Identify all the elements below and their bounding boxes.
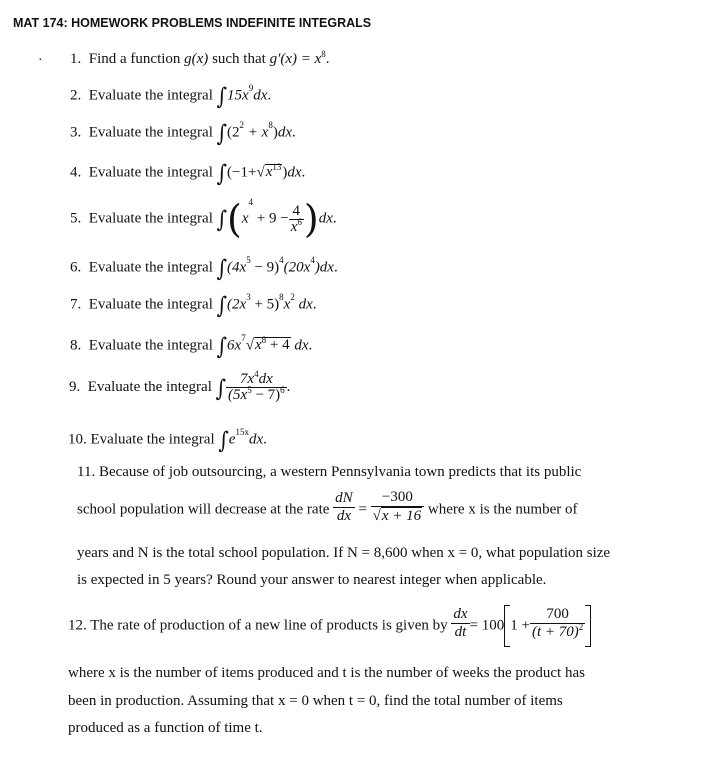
right-bracket [585,605,591,647]
problem-11-line-4: is expected in 5 years? Round your answer to nearest integer when applicable. [77,572,547,588]
exponent: 2 [290,292,295,302]
bullet-marker: · [38,53,43,68]
integral-sign: ∫ [216,332,228,360]
integral-sign: ∫ [216,205,228,233]
exponent: 5 [246,255,251,265]
problem-number: 7. [70,296,82,313]
problem-text: where x is the number of [427,501,578,518]
radicand: x + 16 [381,508,422,524]
left-paren: ( [227,197,242,241]
exponent: 4 [248,197,254,207]
fraction-denominator: dx [336,507,352,524]
integrand-part: x [241,210,249,227]
period: . [332,210,337,227]
radicand-variable: x [254,337,262,354]
integrand-part: + x [244,124,269,141]
period: . [333,259,338,276]
problem-number: 8. [70,337,82,354]
radicand-variable: x [265,164,273,181]
derivative-fraction [333,490,355,525]
differential: dx [318,210,333,227]
period: . [267,87,272,104]
rate-fraction [530,606,585,641]
problem-text: Evaluate the integral [88,124,213,141]
rate-fraction [371,489,425,525]
problem-11-line-2 [77,489,578,528]
integrand-part: x [283,296,291,313]
fraction-denominator: √x + 16 [372,508,422,524]
integrand: 15x [227,87,249,104]
problem-number: 9. [69,378,81,395]
problem-text: Evaluate the integral [88,259,213,276]
differential: dx [294,337,309,354]
exponent: 13 [272,162,282,173]
integrand-part: e [228,431,236,448]
problem-12-line-4: produced as a function of time t. [68,720,263,736]
fraction-numerator: dN [335,489,353,506]
period: . [263,431,267,448]
integrand-part: − 9) [250,259,280,276]
exponent: 6 [297,216,302,227]
problem-text: Evaluate the integral [88,296,213,313]
differential: )dx [314,259,334,276]
integrand-part: + 9 − [253,210,289,227]
period: . [301,164,306,181]
problem-11-line-1: 11. Because of job outsourcing, a western Pennsylvania town predicts that its public [77,464,582,480]
radicand [265,164,283,180]
problem-text: such that [212,51,266,67]
differential: dx [298,296,313,313]
integrand-part: ) [282,164,288,181]
fraction-numerator: 4 [289,204,304,220]
problem-12-line-2: where x is the number of items produced and t is the number of weeks the product has [68,665,585,681]
problem-text: Evaluate the integral [88,164,213,181]
period: . [312,296,317,313]
exponent: 15x [235,427,249,437]
fraction [226,369,287,403]
integrand-part: (20x [283,259,311,276]
fraction-numerator [226,369,287,388]
integrand-part: (−1+ [227,164,257,181]
integral-sign: ∫ [218,426,229,454]
derivative-expression: g′(x) = x [269,51,322,67]
problem-text: Evaluate the integral [90,431,215,448]
denominator-variable: x [290,218,298,235]
problem-6 [70,254,338,282]
integrand-part: + 5) [250,296,280,313]
page-title: MAT 174: HOMEWORK PROBLEMS INDEFINITE INTEGRALS [13,16,372,30]
fraction [289,204,304,235]
problem-12-line-1 [68,605,591,647]
problem-text: Evaluate the integral [87,378,212,395]
problem-number: 5. [70,210,82,227]
problem-number: 6. [70,259,82,276]
exponent: 8 [261,335,267,346]
problem-text: Evaluate the integral [88,87,213,104]
numerator-part: 7x [239,371,255,387]
integral-sign: ∫ [215,373,227,402]
exponent: 3 [246,292,251,302]
integral-sign: ∫ [216,159,228,187]
problem-text: Find a function [88,51,181,67]
period: . [291,124,296,141]
problem-5 [70,197,337,241]
problem-number: 10. [68,431,87,448]
fraction-denominator [530,621,585,641]
period: . [325,51,330,67]
right-paren: ) [303,197,319,241]
denominator-part: − 7) [251,387,281,403]
derivative-fraction [451,606,469,641]
problem-4: 4. Evaluate the integral $\int(-1+√x^{13})dx$. [70,159,306,187]
problem-2 [70,82,272,110]
problem-10 [68,426,267,454]
period: . [286,378,291,395]
integrand-part: 6x [227,337,242,354]
problem-11-line-3: years and N is the total school population. If N = 8,600 when x = 0, what population size [77,545,611,561]
exponent: 6 [280,385,285,395]
exponent: 8 [321,49,326,59]
exponent: 9 [248,83,254,93]
fraction-numerator: dx [453,605,468,622]
exponent: 4 [279,255,284,265]
differential: dx [248,431,264,448]
problem-1 [70,49,330,67]
bracket-term: 1 + [510,617,530,634]
denominator-part: (t + 70) [532,623,579,640]
exponent: 2 [239,120,245,130]
problem-12-line-3: been in production. Assuming that x = 0 when t = 0, find the total number of items [68,693,563,709]
problem-7 [70,291,317,319]
fraction-denominator: dt [454,623,467,640]
differential: dx [277,124,292,141]
problem-number: 1. [70,51,82,67]
exponent: 8 [279,292,284,302]
fraction-denominator [289,216,304,235]
problem-8: 8. Evaluate the integral $\int 6x^7√x^8 + 4$ dx. [70,332,313,360]
exponent: 4 [310,255,315,265]
radicand [254,337,291,353]
integrand-part: ) [272,124,278,141]
denominator-part: (5x [228,387,248,403]
exponent: 2 [578,621,584,632]
differential: dx [287,164,302,181]
fraction-numerator: 700 [530,606,585,624]
equals-sign: = [358,501,367,518]
fraction-denominator [226,385,287,403]
problem-text: Evaluate the integral [88,337,213,354]
problem-9 [69,369,291,403]
integrand-part: (2 [227,124,240,141]
problem-text: Evaluate the integral [88,210,213,227]
differential: dx [258,371,273,387]
radicand-constant: + 4 [266,337,290,354]
equals-expression: = 100 [469,617,505,634]
problem-number: 2. [70,87,82,104]
problem-text: 12. The rate of production of a new line of products is given by [68,617,448,634]
integral-sign: ∫ [216,119,228,147]
problem-number: 3. [70,124,82,141]
integrand-part: (2x [227,296,247,313]
integrand-part: (4x [227,259,247,276]
differential: dx [253,87,268,104]
integral-sign: ∫ [216,254,228,282]
problem-3 [70,119,296,147]
function-name: g(x) [184,51,209,67]
exponent: 4 [254,369,259,379]
exponent: 8 [268,120,273,130]
integral-sign: ∫ [216,82,228,110]
exponent: 5 [247,385,252,395]
problem-text: school population will decrease at the rate [77,501,330,518]
integral-sign: ∫ [216,291,228,319]
fraction-numerator: −300 [371,489,425,507]
period: . [308,337,313,354]
exponent: 7 [241,333,246,343]
problem-number: 4. [70,164,82,181]
